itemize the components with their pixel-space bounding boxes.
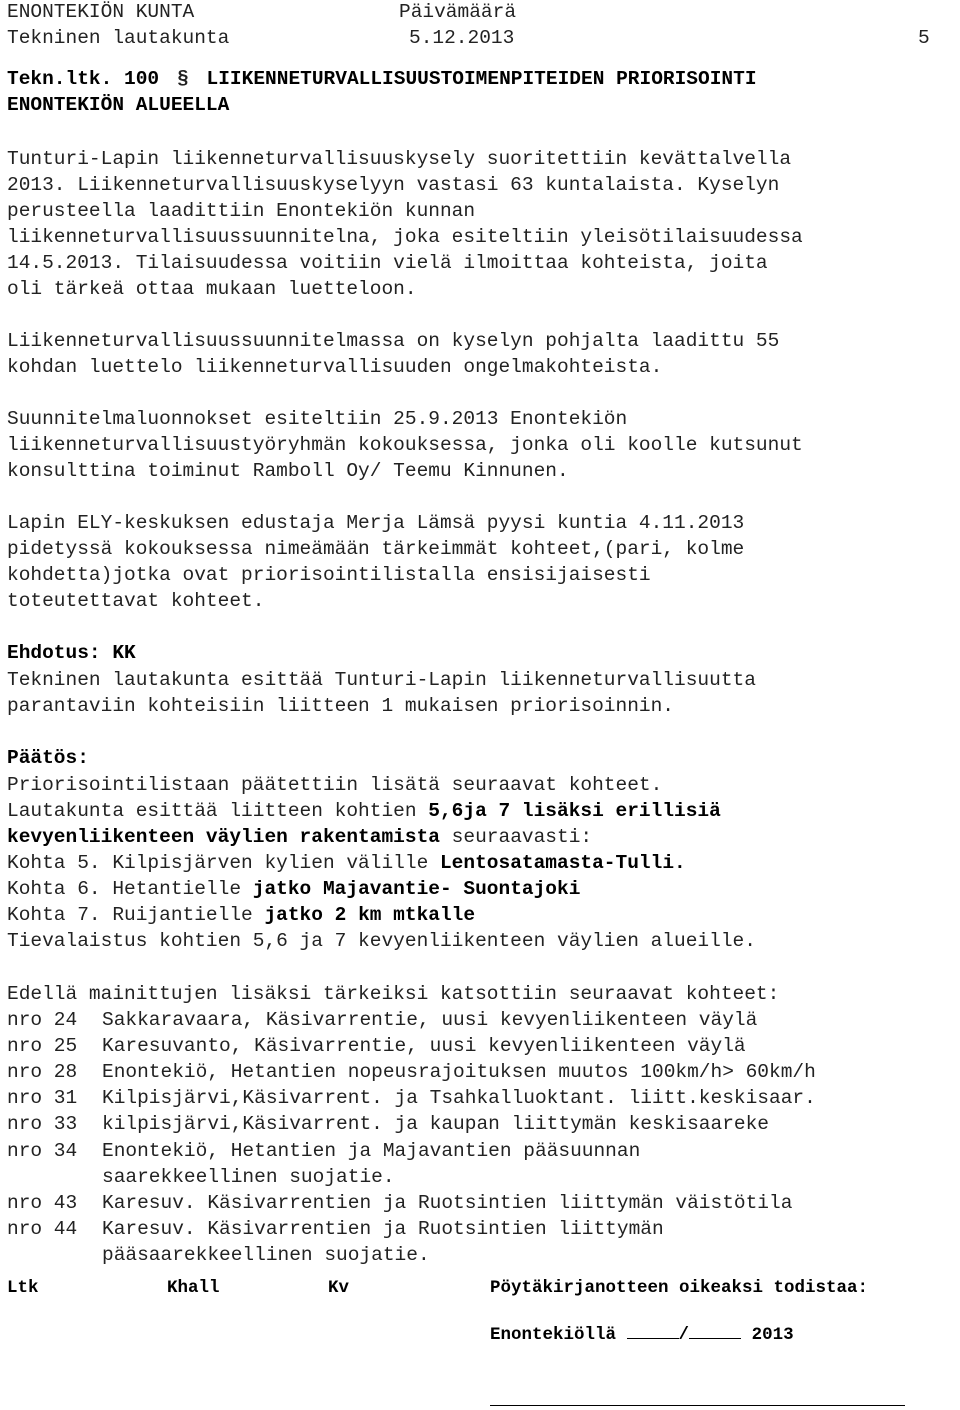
signature-line [490, 1405, 905, 1406]
section-mark: § [176, 68, 189, 90]
footer-slash: / [678, 1325, 690, 1345]
decision-item [7, 850, 686, 876]
footer-ltk: Ltk [7, 1278, 39, 1298]
paragraph-line: Suunnitelmaluonnokset esiteltiin 25.9.2013 Enontekiön [7, 408, 628, 430]
decision-emphasis: 5,6ja 7 lisäksi erillisiä [428, 800, 721, 822]
board-name: Tekninen lautakunta [7, 27, 230, 49]
item-number: nro 44 [7, 1218, 78, 1240]
proposal-line: parantaviin kohteisiin liitteen 1 mukaisen priorisoinnin. [7, 695, 675, 717]
paragraph-line: kohdan luettelo liikenneturvallisuuden ongelmakohteista. [7, 356, 663, 378]
paragraph-line: 14.5.2013. Tilaisuudessa voitiin vielä ilmoittaa kohteista, joita [7, 252, 768, 274]
decision-item-text: Kohta 6. Hetantielle [7, 878, 253, 900]
section-title-line-2: ENONTEKIÖN ALUEELLA [7, 94, 230, 116]
item-text-continued: pääsaarekkeellinen suojatie. [102, 1244, 430, 1266]
section-title-line-1: LIIKENNETURVALLISUUSTOIMENPITEIDEN PRIORISOINTI [206, 68, 757, 90]
item-number: nro 24 [7, 1009, 78, 1031]
footer-year: 2013 [751, 1325, 794, 1345]
item-text: Enontekiö, Hetantien ja Majavantien pääsuunnan [102, 1140, 641, 1162]
decision-line [7, 798, 721, 824]
item-text-continued: saarekkeellinen suojatie. [102, 1166, 395, 1188]
item-text: Sakkaravaara, Käsivarrentie, uusi kevyenliikenteen väylä [102, 1009, 758, 1031]
paragraph-line: Liikenneturvallisuussuunnitelmassa on kyselyn pohjalta laadittu 55 [7, 330, 780, 352]
paragraph-line: Tunturi-Lapin liikenneturvallisuuskysely suoritettiin kevättalvella [7, 148, 792, 170]
paragraph-line: konsulttina toiminut Ramboll Oy/ Teemu Kinnunen. [7, 460, 569, 482]
paragraph-line: Lapin ELY-keskuksen edustaja Merja Lämsä pyysi kuntia 4.11.2013 [7, 512, 745, 534]
paragraph-line: kohdetta)jotka ovat priorisointilistalla ensisijaisesti [7, 564, 651, 586]
section-prefix: Tekn.ltk. 100 [7, 68, 160, 90]
decision-item-emphasis: jatko 2 km mtkalle [264, 904, 476, 926]
day-blank [627, 1322, 679, 1339]
decision-text: seuraavasti: [439, 826, 593, 848]
item-text: Enontekiö, Hetantien nopeusrajoituksen muutos 100km/h> 60km/h [102, 1061, 816, 1083]
section-title [7, 66, 757, 92]
paragraph-line: pidetyssä kokouksessa nimeämään tärkeimmät kohteet,(pari, kolme [7, 538, 745, 560]
date-label: Päivämäärä [399, 1, 517, 23]
decision-item-emphasis: jatko Majavantie- Suontajoki [252, 878, 581, 900]
item-text: Kilpisjärvi,Käsivarrent. ja Tsahkalluoktant. liitt.keskisaar. [102, 1087, 816, 1109]
decision-item-emphasis: Lentosatamasta-Tulli. [439, 852, 686, 874]
decision-item [7, 902, 475, 928]
footer-certify: Pöytäkirjanotteen oikeaksi todistaa: [490, 1278, 869, 1298]
paragraph-line: perusteella laadittiin Enontekiön kunnan [7, 200, 476, 222]
decision-heading: Päätös: [7, 747, 89, 769]
item-text: Karesuv. Käsivarrentien ja Ruotsintien liittymän väistötila [102, 1192, 793, 1214]
additional-intro: Edellä mainittujen lisäksi tärkeiksi katsottiin seuraavat kohteet: [7, 983, 780, 1005]
paragraph-line: toteutettavat kohteet. [7, 590, 265, 612]
decision-item-text: Kohta 7. Ruijantielle [7, 904, 265, 926]
footer-place: Enontekiöllä [490, 1325, 617, 1345]
paragraph-line: liikenneturvallisuussuunnitelna, joka esiteltiin yleisötilaisuudessa [7, 226, 803, 248]
page-number: 5 [918, 27, 930, 49]
paragraph-line: 2013. Liikenneturvallisuuskyselyyn vastasi 63 kuntalaista. Kyselyn [7, 174, 780, 196]
decision-emphasis: kevyenliikenteen väylien rakentamista [7, 826, 440, 848]
decision-line: Priorisointilistaan päätettiin lisätä seuraavat kohteet. [7, 774, 663, 796]
decision-line [7, 824, 592, 850]
proposal-line: Tekninen lautakunta esittää Tunturi-Lapin liikenneturvallisuutta [7, 669, 756, 691]
item-number: nro 34 [7, 1140, 78, 1162]
item-text: kilpisjärvi,Käsivarrent. ja kaupan liittymän keskisaareke [102, 1113, 770, 1135]
item-number: nro 31 [7, 1087, 78, 1109]
paragraph-line: oli tärkeä ottaa mukaan luetteloon. [7, 278, 417, 300]
item-number: nro 43 [7, 1192, 78, 1214]
municipality-name: ENONTEKIÖN KUNTA [7, 1, 195, 23]
month-blank [689, 1322, 741, 1339]
decision-item-text: Kohta 5. Kilpisjärven kylien välille [7, 852, 440, 874]
proposal-heading: Ehdotus: KK [7, 642, 136, 664]
meeting-date: 5.12.2013 [409, 27, 515, 49]
decision-closing: Tievalaistus kohtien 5,6 ja 7 kevyenliikenteen väylien alueille. [7, 930, 756, 952]
paragraph-line: liikenneturvallisuustyöryhmän kokouksessa, jonka oli koolle kutsunut [7, 434, 803, 456]
decision-text: Lautakunta esittää liitteen kohtien [7, 800, 429, 822]
item-number: nro 28 [7, 1061, 78, 1083]
footer-place-date [490, 1322, 794, 1345]
item-number: nro 33 [7, 1113, 78, 1135]
decision-item [7, 876, 580, 902]
footer-kv: Kv [328, 1278, 350, 1298]
item-text: Karesuv. Käsivarrentien ja Ruotsintien liittymän [102, 1218, 664, 1240]
item-text: Karesuvanto, Käsivarrentie, uusi kevyenliikenteen väylä [102, 1035, 746, 1057]
footer-khall: Khall [167, 1278, 220, 1298]
item-number: nro 25 [7, 1035, 78, 1057]
